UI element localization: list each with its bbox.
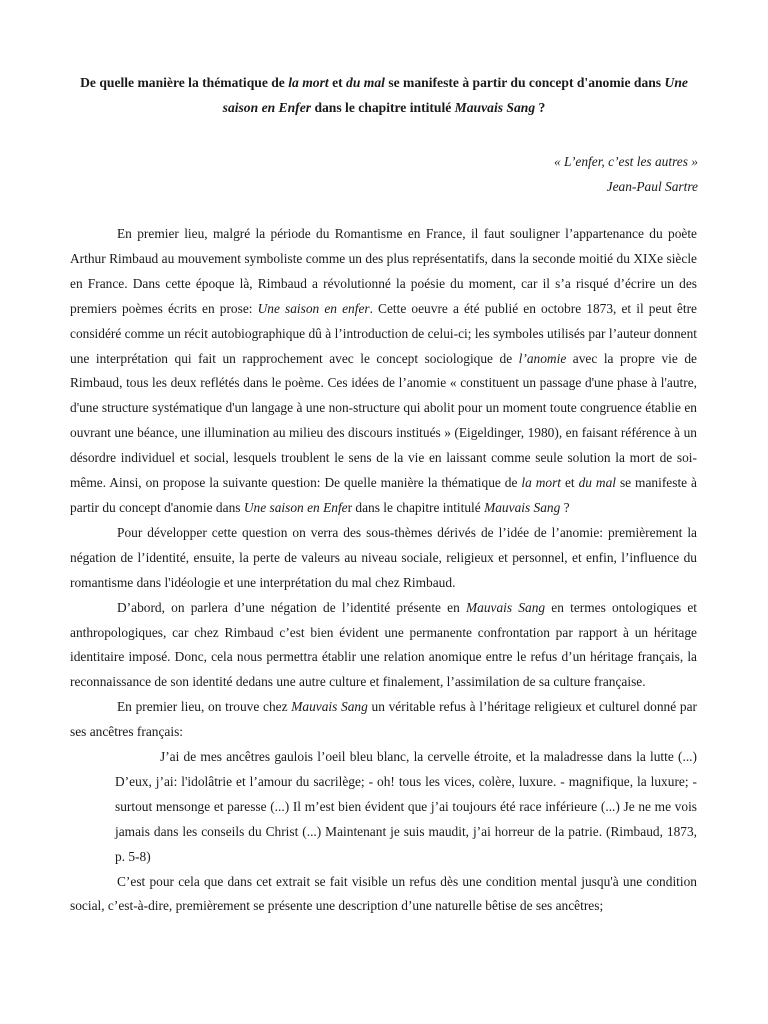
text-span: En premier lieu, malgré la période du Romantisme en France, il faut souligner l’appartenance du poète Arthur Rimbaud au mouvement symboliste comme un des plus représentatifs, dans la seconde moitié du XIXe siècle en France. Dans cette époque là, Rimbaud a révolutionné la poésie du moment, car il s’a risqué d’écrire un des premiers poèmes écrits en prose: xyxy=(70,226,697,316)
italic-span: Mauvais Sang xyxy=(484,499,561,515)
title-text: De quelle manière la thématique de xyxy=(80,75,289,90)
title-italic-mauvais-sang: Mauvais Sang xyxy=(454,100,536,115)
title-text: et xyxy=(328,75,347,90)
paragraph-analysis: C’est pour cela que dans cet extrait se fait visible un refus dès une condition mental jusqu'à une condition social, c’est-à-dire, premièrement se présente une description d’une naturelle bêtise de ses ancêtres; xyxy=(70,873,697,914)
italic-span: Mauvais Sang xyxy=(466,599,546,615)
document-body xyxy=(70,222,697,919)
quote-text: J’ai de mes ancêtres gaulois l’oeil bleu blanc, la cervelle étroite, et la maladresse dans la lutte (...) D’eux, j’ai: l'idolâtrie et l’amour du sacrilège; - oh! tous les vices, colère, luxure. - magnifique, la luxure; - surtout mensonge et paresse (...) Il m’est bien évident que j’ai toujours été race inférieure (...) Je ne me vois jamais dans les conseils du Christ (...) Maintenant je suis maudit, j’ai horreur de la patrie. (Rimbaud, 1873, p. 5-8) xyxy=(115,749,697,864)
title-italic-la-mort: la mort xyxy=(288,75,329,90)
italic-span: Une saison en enfer xyxy=(257,300,370,316)
paragraph-plan: Pour développer cette question on verra des sous-thèmes dérivés de l’idée de l’anomie: premièrement la négation de l’identité, ensuite, la perte de valeurs au niveau sociale, religieux et personnel, et enfin, l’influence du romantisme dans l'idéologie et une interprétation du mal chez Rimbaud. xyxy=(70,524,697,590)
italic-span: Une saison en Enfe xyxy=(243,499,348,515)
block-quote xyxy=(70,745,697,870)
italic-span: la mort xyxy=(521,475,562,491)
text-span: avec la propre vie de Rimbaud, tous les deux reflétés dans le poème. Ces idées de l’anomie « constituent un passage d'une phase à l'autre, d'une structure systématique d'un langage à une non-structure qui abolit pour un moment toute congruence établie en ouvrant une béance, une illumination au milieu des discours institués » (Eigeldinger, 1980), en faisant référence à un désordre individuel et social, lesquels troublent le sens de la vie en laissant comme seule solution la mort de soi-même. Ainsi, on propose la suivante question: De quelle manière la thématique de xyxy=(70,350,697,491)
paragraph-introduction xyxy=(70,222,697,521)
title-italic-saison: Une saison en Enfer xyxy=(222,75,688,115)
title-italic-du-mal: du mal xyxy=(346,75,385,90)
title-text: dans le chapitre intitulé xyxy=(311,100,455,115)
text-span: En premier lieu, on trouve chez xyxy=(117,699,292,715)
text-span: . Cette oeuvre a été publié en octobre 1873, et il peut être considéré comme un récit autobiographique dû à l’introduction de celui-ci; les symboles utilisés par l’auteur donnent une interprétation qui fait un rapprochement avec le concept sociologique de xyxy=(70,300,697,366)
epigraph-quote: « L’enfer, c’est les autres » xyxy=(553,154,698,169)
text-span: un véritable refus à l’héritage religieux et culturel donné par ses ancêtres français: xyxy=(70,699,697,740)
text-span: et xyxy=(561,475,579,491)
text-span: ? xyxy=(560,499,570,515)
italic-span: l’anomie xyxy=(518,350,567,366)
title-text: se manifeste à partir du concept d'anomie dans xyxy=(384,75,665,90)
text-span: se manifeste à partir du concept d'anomie dans xyxy=(70,475,697,515)
italic-span: du mal xyxy=(578,475,617,491)
epigraph-author: Jean-Paul Sartre xyxy=(606,179,698,194)
italic-span: Mauvais Sang xyxy=(291,699,368,715)
text-span: r dans le chapitre intitulé xyxy=(347,499,485,515)
text-span: en termes ontologiques et anthropologiques, car chez Rimbaud c’est bien évident une permanente confrontation par rapport à un héritage identitaire imposé. Donc, cela nous permettra établir une relation anomique entre le refus d’un héritage français, la reconnaissance de son identité dedans une autre culture et finalement, l’assimilation de sa culture française. xyxy=(70,599,698,690)
document-title xyxy=(70,70,698,120)
paragraph-identity xyxy=(70,596,697,696)
paragraph-heritage xyxy=(70,695,697,745)
text-span: D’abord, on parlera d’une négation de l’identité présente en xyxy=(117,599,466,615)
epigraph xyxy=(298,149,698,199)
title-text: ? xyxy=(535,100,546,115)
